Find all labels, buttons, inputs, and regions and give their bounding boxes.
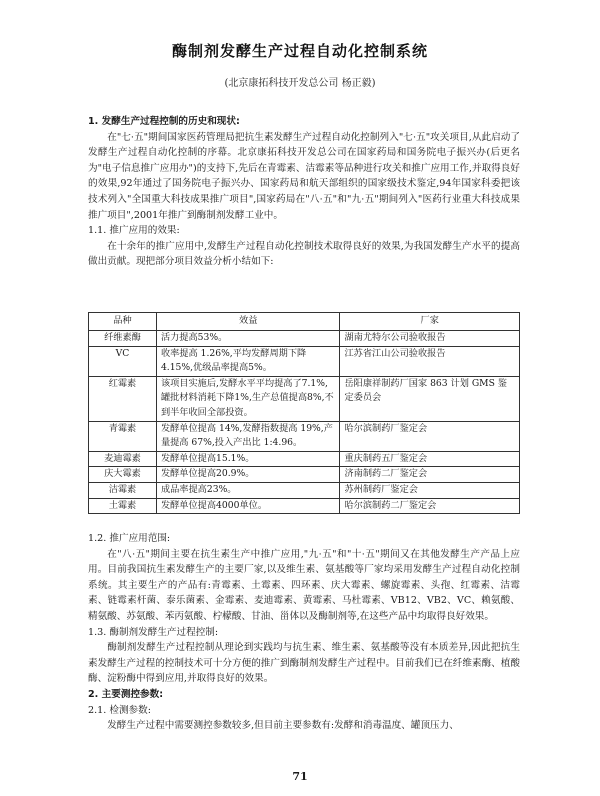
table-cell-factory: 湖南尤特尔公司验收报告 bbox=[340, 331, 520, 347]
table-row bbox=[89, 467, 520, 483]
table-cell-benefit: 发酵单位提高15.1%。 bbox=[156, 451, 340, 467]
section-1-1-heading: 1.1. 推广应用的效果: bbox=[88, 225, 180, 237]
section-1 bbox=[88, 114, 520, 270]
table-row bbox=[89, 346, 520, 376]
section-1-heading: 1. 发酵生产过程控制的历史和现状: bbox=[88, 116, 240, 127]
section-1-3-paragraph: 酶制剂发酵生产过程控制从理论到实践均与抗生素、维生素、氨基酸等没有本质差异,因此把抗生素发酵生产过程的控制技术可十分方便的推广到酶制剂发酵生产过程中。目前我们已在纤维素酶、植酸酶、淀粉酶中得到应用,并取得良好的效果。 bbox=[88, 642, 520, 685]
table-cell-benefit: 发酵单位提高 14%,发酵指数提高 19%,产量提高 67%,投入产出比 1:4.96。 bbox=[156, 421, 340, 451]
table-cell-factory: 哈尔滨制药厂鉴定会 bbox=[340, 421, 520, 451]
table-cell-benefit: 收率提高 1.26%,平均发酵周期下降 4.15%,优级品率提高5%。 bbox=[156, 346, 340, 376]
table-cell-product: 青霉素 bbox=[89, 421, 157, 451]
table-cell-product: 庆大霉素 bbox=[89, 467, 157, 483]
table-cell-factory: 济南制药二厂鉴定会 bbox=[340, 467, 520, 483]
benefits-table bbox=[88, 312, 520, 514]
table-row bbox=[89, 376, 520, 421]
table-cell-factory: 哈尔滨制药二厂鉴定会 bbox=[340, 498, 520, 514]
table-cell-benefit: 发酵单位提高4000单位。 bbox=[156, 498, 340, 514]
section-1-2 bbox=[88, 531, 520, 734]
section-1-2-paragraph: 在"八·五"期间主要在抗生素生产中推广应用,"九·五"和"十·五"期间又在其他发酵生产产品上应用。目前我国抗生素发酵生产的主要厂家,以及维生素、氨基酸等厂家均采用发酵生产过程自动化控制系统。其主要生产的产品有:青霉素、土霉素、四环素、庆大霉素、螺旋霉素、头孢、红霉素、洁霉素、链霉素杆菌、泰乐菌素、金霉素、麦迪霉素、黄霉素、马杜霉素、VB12、VB2、VC、赖氨酸、精氨酸、苏氨酸、苯丙氨酸、柠檬酸、甘油、甾体以及酶制剂等,在这些产品中均取得良好效果。 bbox=[88, 548, 520, 622]
section-2-1-heading: 2.1. 检测参数: bbox=[88, 704, 151, 716]
table-header-row bbox=[89, 313, 520, 331]
table-cell-product: 洁霉素 bbox=[89, 482, 157, 498]
page-number: 71 bbox=[292, 770, 308, 783]
table-cell-factory: 苏州制药厂鉴定会 bbox=[340, 482, 520, 498]
section-2-1-paragraph: 发酵生产过程中需要测控参数较多,但目前主要参数有:发酵和消毒温度、罐顶压力、 bbox=[107, 720, 459, 732]
table-cell-product: 土霉素 bbox=[89, 498, 157, 514]
paper-title: 酶制剂发酵生产过程自动化控制系统 bbox=[171, 42, 428, 60]
table-cell-factory: 岳阳康祥制药厂国家 863 计划 GMS 鉴定委员会 bbox=[340, 376, 520, 421]
table-cell-benefit: 成品率提高23%。 bbox=[156, 482, 340, 498]
table-header-cell: 厂家 bbox=[340, 313, 520, 331]
table-row bbox=[89, 451, 520, 467]
table-cell-product: VC bbox=[89, 346, 157, 376]
table-header-cell: 品种 bbox=[89, 313, 157, 331]
table-row bbox=[89, 421, 520, 451]
author-line: (北京康拓科技开发总公司 杨正毅) bbox=[224, 78, 376, 89]
table-cell-benefit: 活力提高53%。 bbox=[156, 331, 340, 347]
table-cell-benefit: 该项目实施后,发酵水平平均提高了7.1%,罐批材料消耗下降1%,生产总值提高8%,不到半年收回全部投资。 bbox=[156, 376, 340, 421]
table-cell-product: 纤维素酶 bbox=[89, 331, 157, 347]
table-cell-benefit: 发酵单位提高20.9%。 bbox=[156, 467, 340, 483]
section-2-heading: 2. 主要测控参数: bbox=[88, 688, 164, 700]
table-row bbox=[89, 498, 520, 514]
section-1-paragraph: 在"七·五"期间国家医药管理局把抗生素发酵生产过程自动化控制列入"七·五"攻关项目,从此启动了发酵生产过程自动化控制的序幕。北京康拓科技开发总公司在国家药局和国务院电子振兴办(后更名为"电子信息推广应用办")的支持下,先后在青霉素、洁霉素等品种进行攻关和推广应用工作,并取得良好的效果,92年通过了国务院电子振兴办、国家药局和航天部组织的国家级技术鉴定,94年国家科委把该技术列入"全国重大科技成果推广项目",国家药局在"八·五"和"九·五"期间列入"医药行业重大科技成果推广项目",2001年推广到酶制剂发酵工业中。 bbox=[88, 131, 520, 221]
table-header-cell: 效益 bbox=[156, 313, 340, 331]
section-1-2-heading: 1.2. 推广应用范围: bbox=[88, 533, 171, 544]
table-cell-factory: 重庆制药五厂鉴定会 bbox=[340, 451, 520, 467]
table-row bbox=[89, 331, 520, 347]
table-row bbox=[89, 482, 520, 498]
section-1-3-heading: 1.3. 酶制剂发酵生产过程控制: bbox=[88, 626, 219, 638]
section-1-1-paragraph: 在十余年的推广应用中,发酵生产过程自动化控制技术取得良好的效果,为我国发酵生产水平的提高做出贡献。现把部分项目效益分析小结如下: bbox=[88, 240, 520, 268]
table-cell-factory: 江苏省江山公司验收报告 bbox=[340, 346, 520, 376]
table-cell-product: 红霉素 bbox=[89, 376, 157, 421]
table-cell-product: 麦迪霉素 bbox=[89, 451, 157, 467]
